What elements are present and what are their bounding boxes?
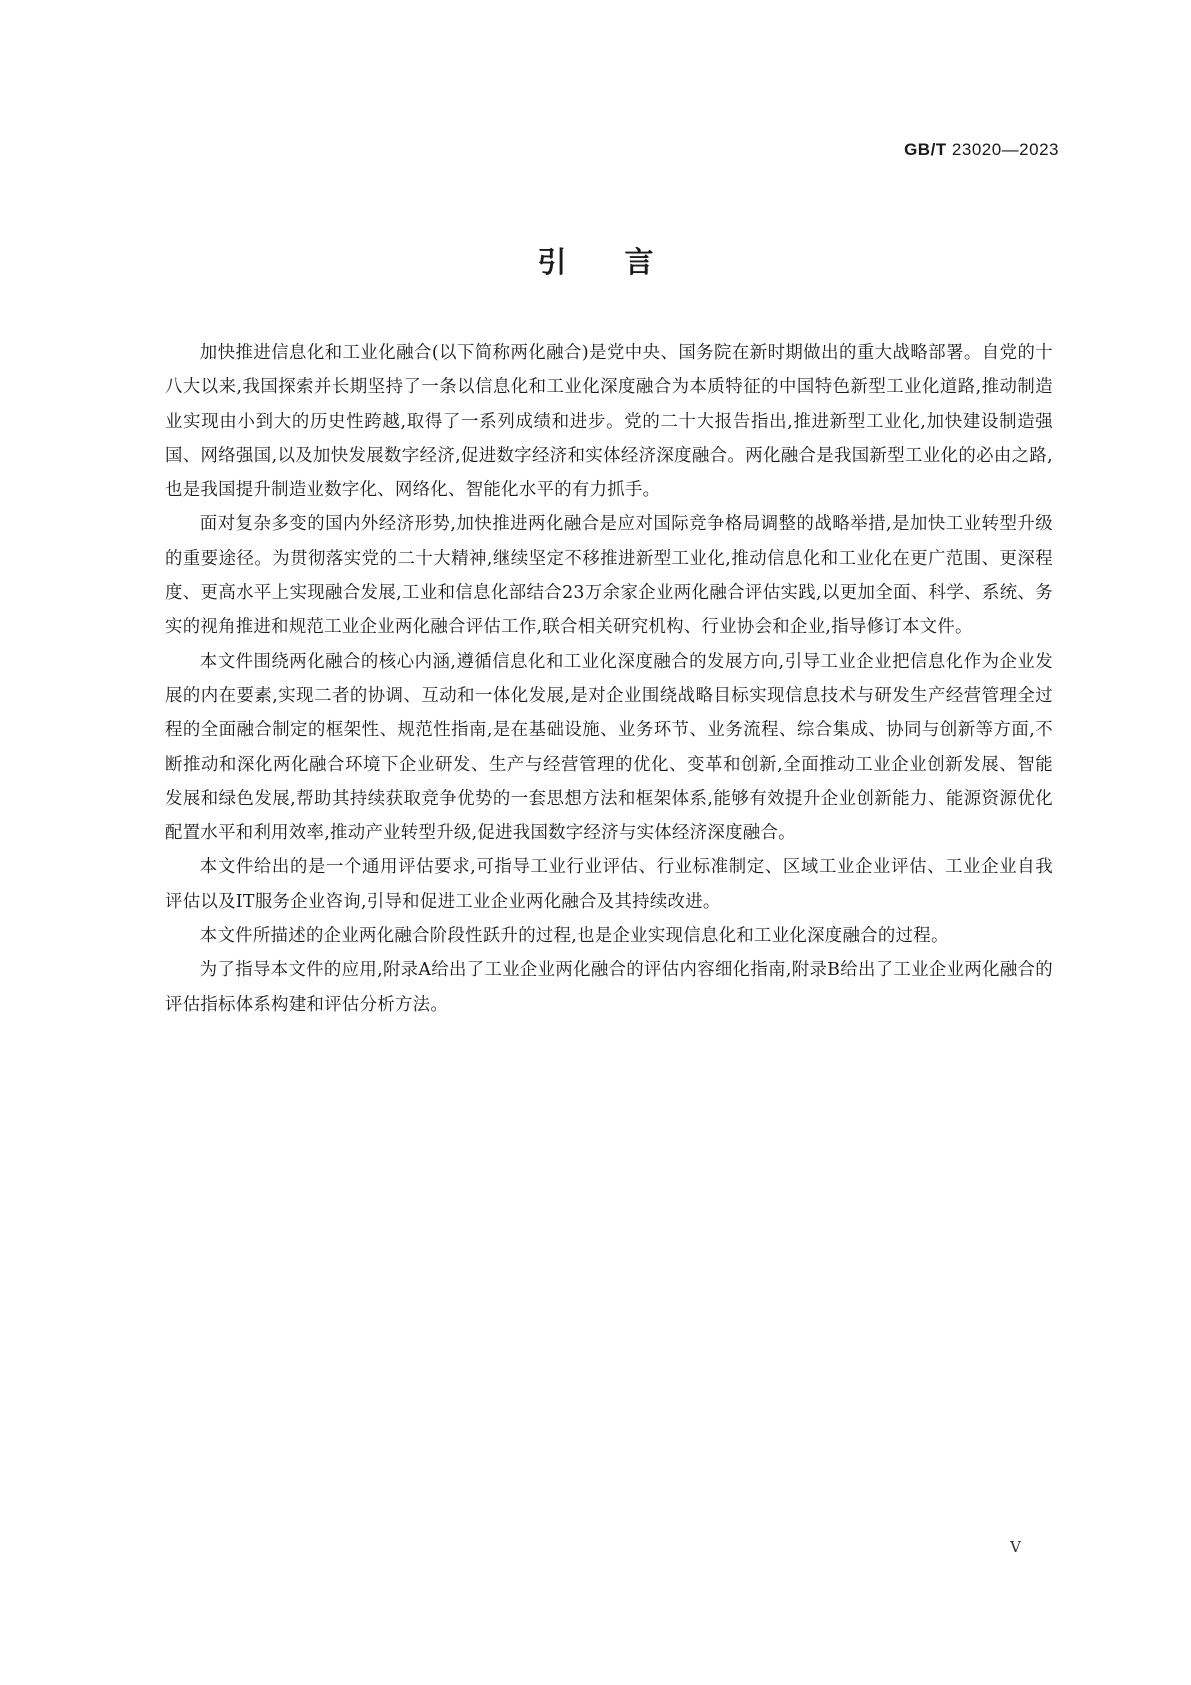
page-number: V [1010,1538,1021,1556]
paragraph-1: 加快推进信息化和工业化融合(以下简称两化融合)是党中央、国务院在新时期做出的重大战略部署。自党的十八大以来,我国探索并长期坚持了一条以信息化和工业化深度融合为本质特征的中国特色新型工业化道路,推动制造业实现由小到大的历史性跨越,取得了一系列成绩和进步。党的二十大报告指出,推进新型工业化,加快建设制造强国、网络强国,以及加快发展数字经济,促进数字经济和实体经济深度融合。两化融合是我国新型工业化的必由之路,也是我国提升制造业数字化、网络化、智能化水平的有力抓手。 [165,343,1053,501]
standard-code [904,140,1059,160]
paragraph-3: 本文件围绕两化融合的核心内涵,遵循信息化和工业化深度融合的发展方向,引导工业企业把信息化作为企业发展的内在要素,实现二者的协调、互动和一体化发展,是对企业围绕战略目标实现信息技术与研发生产经营管理全过程的全面融合制定的框架性、规范性指南,是在基础设施、业务环节、业务流程、综合集成、协同与创新等方面,不断推动和深化两化融合环境下企业研发、生产与经营管理的优化、变革和创新,全面推动工业企业创新发展、智能发展和绿色发展,帮助其持续获取竞争优势的一套思想方法和框架体系,能够有效提升企业创新能力、能源资源优化配置水平和利用效率,推动产业转型升级,促进我国数字经济与实体经济深度融合。 [165,651,1053,844]
standard-number: 23020—2023 [951,140,1059,159]
standard-prefix: GB/T [904,140,947,159]
paragraph-5: 本文件所描述的企业两化融合阶段性跃升的过程,也是企业实现信息化和工业化深度融合的过程。 [199,926,949,947]
paragraph-2: 面对复杂多变的国内外经济形势,加快推进两化融合是应对国际竞争格局调整的战略举措,是加快工业转型升级的重要途径。为贯彻落实党的二十大精神,继续坚定不移推进新型工业化,推动信息化和工业化在更广范围、更深程度、更高水平上实现融合发展,工业和信息化部结合23万余家企业两化融合评估实践,以更加全面、科学、系统、务实的视角推进和规范工业企业两化融合评估工作,联合相关研究机构、行业协会和企业,指导修订本文件。 [165,514,1053,638]
paragraph-6: 为了指导本文件的应用,附录A给出了工业企业两化融合的评估内容细化指南,附录B给出了工业企业两化融合的评估指标体系构建和评估分析方法。 [165,960,1053,1015]
paragraph-4: 本文件给出的是一个通用评估要求,可指导工业行业评估、行业标准制定、区域工业企业评估、工业企业自我评估以及IT服务企业咨询,引导和促进工业企业两化融合及其持续改进。 [165,857,1053,912]
introduction-body [165,336,1053,1022]
page-title: 引言 [537,245,712,279]
